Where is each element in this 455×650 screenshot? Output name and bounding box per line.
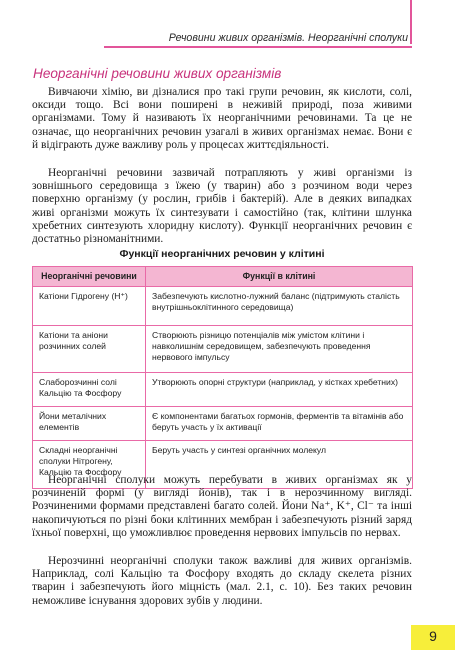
paragraph-insoluble: Нерозчинні неорганічні сполуки також важливі для живих організмів. Наприклад, солі Кальцію та Фосфору входять до складу скелета різних тварин і забезпечують його міцність (мал. 2.1, с. 10). Без таких речовин неможливе існування здорових зубів у людини. bbox=[32, 555, 412, 607]
column-header-functions: Функції в клітині bbox=[146, 267, 413, 287]
table-cell-substance: Складні неорганічні сполуки Нітрогену, Кальцію та Фосфору bbox=[33, 441, 146, 489]
table-cell-substance: Катіони та аніони розчинних солей bbox=[33, 326, 146, 373]
table-row bbox=[33, 287, 413, 326]
paragraph-intro: Вивчаючи хімію, ви дізналися про такі групи речовин, як кислоти, солі, оксиди тощо. Всі вони поширені в неживій природі, поза живими організмами. Тому й називають їх неорганічними речовинами. Та це не означає, що неорганічних речовин узагалі в живих організмах немає. Вони є й відіграють дуже важливу роль у процесах життєдіяльності. bbox=[32, 86, 412, 151]
header-rule-vertical bbox=[410, 0, 412, 44]
table-cell-substance: Йони металічних елементів bbox=[33, 407, 146, 441]
table-row bbox=[33, 373, 413, 407]
table-cell-function: Беруть участь у синтезі органічних молекул bbox=[146, 441, 413, 489]
table-row bbox=[33, 407, 413, 441]
functions-table bbox=[32, 266, 413, 489]
table-header-row bbox=[33, 267, 413, 287]
paragraph-sources: Неорганічні речовини зазвичай потрапляють у живі організми із зовнішнього середовища з їжею (у тварин) або з розчином води через поверхню організму (у рослин, грибів і бактерій). Але в деяких випадках живі організми можуть їх синтезувати і самостійно (так, клітини шлунка хребетних синтезують хлоридну кислоту). Функції неорганічних речовин є достатньо різноманітними. bbox=[32, 167, 412, 246]
section-title: Неорганічні речовини живих організмів bbox=[33, 66, 282, 81]
page-number: 9 bbox=[429, 628, 437, 644]
table-row bbox=[33, 326, 413, 373]
column-header-substances: Неорганічні речовини bbox=[33, 267, 146, 287]
paragraph-ions: Неорганічні сполуки можуть перебувати в живих організмах як у розчиненій формі (у вигляді йонів), так і в нерозчинному вигляді. Розчиненими формами представлені багато солей. Йони Na⁺, K⁺, Cl⁻ та інші накопичуються по різні боки клітинних мембран і забезпечують різний заряд їхньої поверхні, що уможливлює проведення нервових імпульсів по нервах. bbox=[32, 474, 412, 539]
table-cell-function: Створюють різницю потенціалів між умістом клітини і навколишнім середовищем, забезпечують проведення нервового імпульсу bbox=[146, 326, 413, 373]
header-rule-horizontal bbox=[104, 46, 412, 48]
table-caption: Функції неорганічних речовин у клітині bbox=[119, 248, 325, 260]
table-cell-substance: Катіони Гідрогену (H⁺) bbox=[33, 287, 146, 326]
running-header: Речовини живих організмів. Неорганічні сполуки bbox=[168, 32, 408, 44]
table-cell-substance: Слаборозчинні солі Кальцію та Фосфору bbox=[33, 373, 146, 407]
table-cell-function: Утворюють опорні структури (наприклад, у кістках хребетних) bbox=[146, 373, 413, 407]
table-cell-function: Забезпечують кислотно-лужний баланс (підтримують сталість внутрішньоклітинного середовища) bbox=[146, 287, 413, 326]
table-cell-function: Є компонентами багатьох гормонів, ферментів та вітамінів або беруть участь у їх активації bbox=[146, 407, 413, 441]
